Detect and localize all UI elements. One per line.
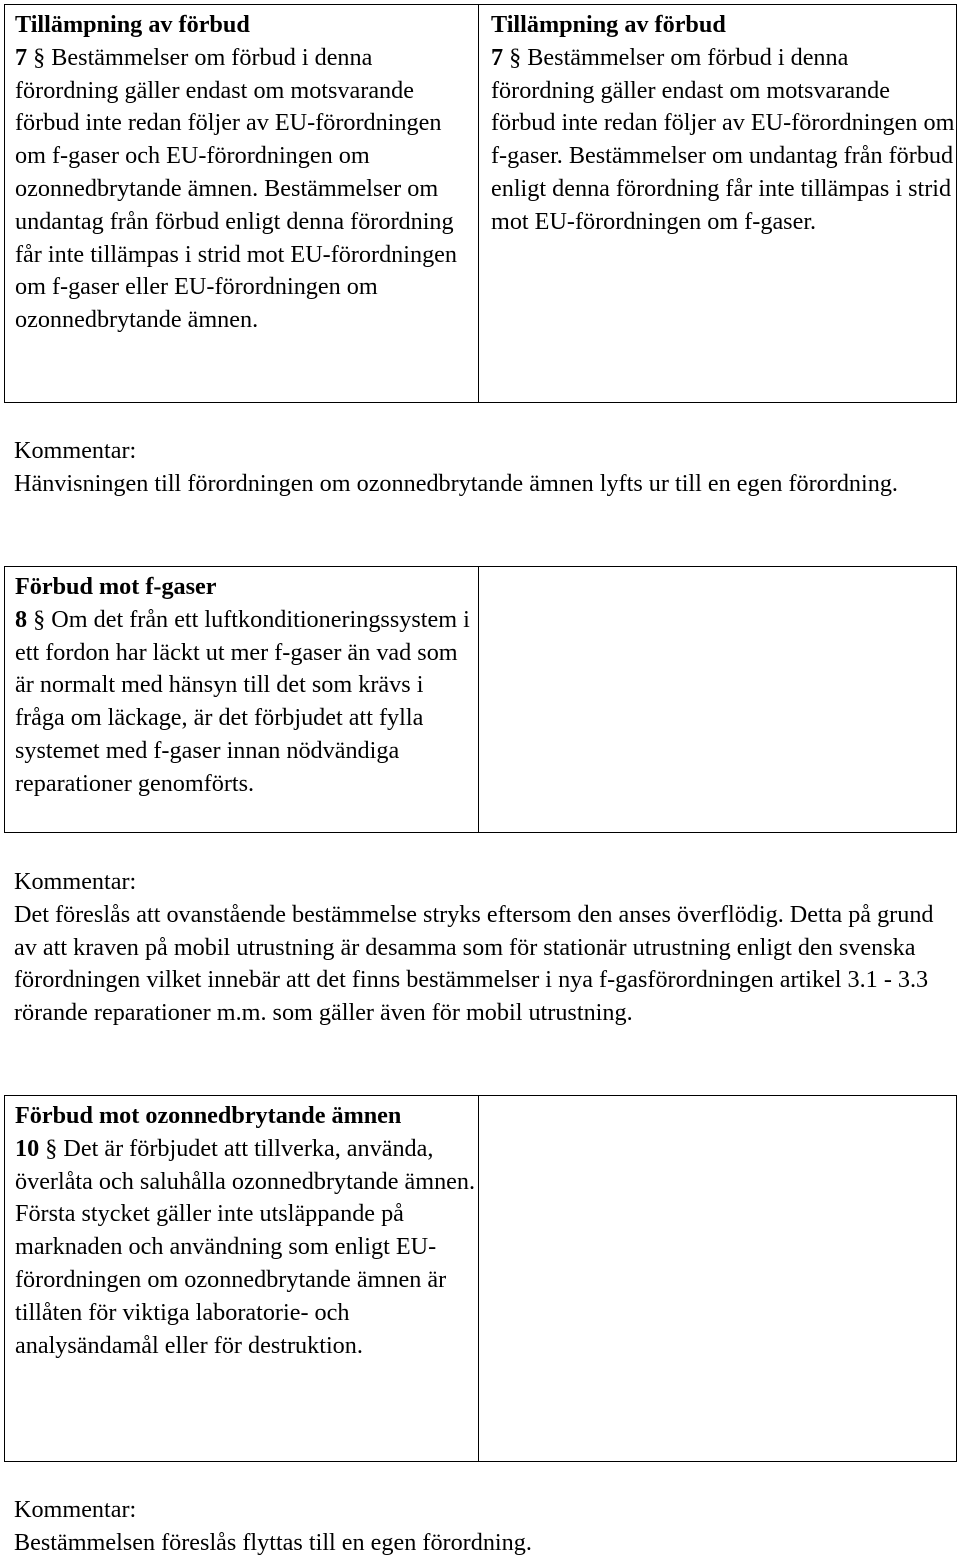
section-symbol: § — [33, 43, 46, 71]
current-text-cell — [5, 5, 479, 403]
comment-block — [14, 1494, 944, 1560]
comment-text: Det föreslås att ovanstående bestämmelse stryks eftersom den anses överflödig. Detta på grund av att kraven på mobil utrustning är desamma som för stationär utrustning enligt den svenska förordningen vilket innebär att det finns bestämmelser i nya f-gasförordningen artikel 3.1 - 3.3 rörande reparationer m.m. som gäller även för mobil utrustning. — [14, 900, 934, 1027]
comment-text: Hänvisningen till förordningen om ozonnedbrytande ämnen lyfts ur till en egen förordning. — [14, 469, 898, 497]
comment-block — [14, 866, 944, 1030]
comparison-table-1 — [4, 4, 957, 403]
comment-text: Bestämmelsen föreslås flyttas till en egen förordning. — [14, 1528, 532, 1556]
comment-block — [14, 435, 944, 501]
section-symbol: § — [45, 1134, 58, 1162]
section-symbol: § — [33, 605, 46, 633]
paragraph — [15, 1133, 478, 1199]
proposed-text-cell-empty — [479, 567, 957, 833]
section-symbol: § — [509, 43, 522, 71]
proposed-text-cell-empty — [479, 1096, 957, 1462]
comment-label: Kommentar: — [14, 868, 137, 895]
current-text-cell — [5, 567, 479, 833]
paragraph-text: Bestämmelser om förbud i denna förordning gäller endast om motsvarande förbud inte redan följer av EU-förordningen om f-gaser. Bestämmelser om undantag från förbud enligt denna förordning får inte tillämpas i strid mot EU-förordningen om f-gaser. — [491, 43, 955, 235]
paragraph-number: 7 — [491, 43, 504, 71]
section-heading: Förbud mot f-gaser — [15, 573, 217, 600]
paragraph-number: 10 — [15, 1134, 40, 1162]
section-heading: Tillämpning av förbud — [15, 11, 250, 38]
current-text-cell — [5, 1096, 479, 1462]
paragraph: Första stycket gäller inte utsläppande på marknaden och användning som enligt EU-förordningen om ozonnedbrytande ämnen är tillåten för viktiga laboratorie- och analysändamål eller för destruktion. — [15, 1200, 447, 1359]
proposed-text-cell — [479, 5, 957, 403]
paragraph — [491, 42, 956, 239]
comparison-table-3 — [4, 1095, 957, 1462]
paragraph-number: 7 — [15, 43, 28, 71]
paragraph — [15, 42, 478, 337]
comment-label: Kommentar: — [14, 1496, 137, 1523]
paragraph-text: Om det från ett luftkonditioneringssystem i ett fordon har läckt ut mer f-gaser än vad som är normalt med hänsyn till det som krävs i fråga om läckage, är det förbjudet att fylla systemet med f-gaser innan nödvändiga reparationer genomförts. — [15, 605, 470, 797]
comment-label: Kommentar: — [14, 437, 137, 464]
comparison-table-2 — [4, 566, 957, 833]
section-heading: Tillämpning av förbud — [491, 11, 726, 38]
paragraph-text: Bestämmelser om förbud i denna förordning gäller endast om motsvarande förbud inte redan följer av EU-förordningen om f-gaser och EU-förordningen om ozonnedbrytande ämnen. Bestämmelser om undantag från förbud enligt denna förordning får inte tillämpas i strid mot EU-förordningen om f-gaser eller EU-förordningen om ozonnedbrytande ämnen. — [15, 43, 457, 334]
paragraph — [15, 604, 478, 801]
section-heading: Förbud mot ozonnedbrytande ämnen — [15, 1102, 402, 1129]
paragraph-number: 8 — [15, 605, 28, 633]
paragraph-text: Det är förbjudet att tillverka, använda, överlåta och saluhålla ozonnedbrytande ämnen. — [15, 1134, 476, 1195]
